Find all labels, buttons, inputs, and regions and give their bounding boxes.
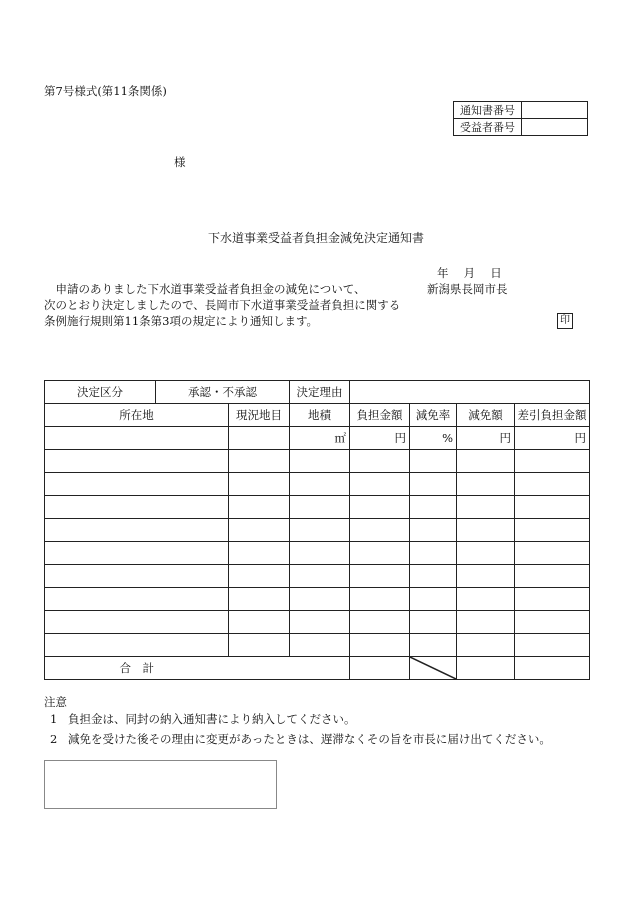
cell-reduction-amount[interactable] [457,634,515,657]
cell-location[interactable] [45,588,229,611]
cell-net-charge[interactable] [515,450,590,473]
cell-land-category[interactable] [229,450,290,473]
cell-charge-amount[interactable] [350,634,410,657]
total-label: 合 計 [45,657,229,680]
cell-land-category[interactable] [229,542,290,565]
cell-charge-amount[interactable] [350,565,410,588]
table-row [45,565,590,588]
cell-location[interactable] [45,565,229,588]
cell-area[interactable]: ㎡ [290,427,350,450]
cell-area[interactable] [290,542,350,565]
cell-reduction-amount[interactable] [457,450,515,473]
decision-row [45,381,590,404]
approval-choice[interactable]: 承認・不承認 [156,381,290,404]
cell-charge-amount[interactable] [350,473,410,496]
table-row [45,634,590,657]
table-row [45,427,590,450]
notice-number-label: 通知書番号 [454,102,522,119]
cell-area[interactable] [290,588,350,611]
cell-reduction-rate[interactable] [410,473,457,496]
decision-reason-label: 決定理由 [290,381,350,404]
cell-net-charge[interactable] [515,588,590,611]
document-title: 下水道事業受益者負担金減免決定通知書 [208,231,425,245]
total-charge-cell[interactable] [350,657,410,680]
note-2-text: 減免を受けた後その理由に変更があったときは、遅滞なくその旨を市長に届け出てください。 [68,732,551,746]
reduction-table [44,380,590,680]
cell-reduction-amount[interactable] [457,496,515,519]
col-land-category: 現況地目 [229,404,290,427]
cell-location[interactable] [45,427,229,450]
date-line: 年 月 日 [437,266,502,280]
table-row [45,611,590,634]
cell-area[interactable] [290,565,350,588]
cell-reduction-rate[interactable] [410,450,457,473]
total-reduction-cell[interactable] [457,657,515,680]
cell-location[interactable] [45,542,229,565]
cell-location[interactable] [45,519,229,542]
cell-reduction-rate[interactable] [410,634,457,657]
total-row [45,657,590,680]
cell-area[interactable] [290,473,350,496]
col-reduction-amount: 減免額 [457,404,515,427]
cell-reduction-rate[interactable] [410,542,457,565]
cell-charge-amount[interactable] [350,611,410,634]
header-row [45,404,590,427]
form-number: 第7号様式(第11条関係) [44,84,167,98]
note-1-text: 負担金は、同封の納入通知書により納入してください。 [68,712,356,726]
cell-reduction-rate[interactable] [410,565,457,588]
cell-area[interactable] [290,450,350,473]
cell-location[interactable] [45,496,229,519]
decision-reason-value[interactable] [350,381,590,404]
cell-charge-amount[interactable] [350,519,410,542]
cell-reduction-amount[interactable] [457,565,515,588]
cell-location[interactable] [45,634,229,657]
cell-reduction-rate[interactable]: % [410,427,457,450]
beneficiary-number-row [454,119,588,136]
cell-reduction-rate[interactable] [410,588,457,611]
cell-charge-amount[interactable]: 円 [350,427,410,450]
table-row [45,450,590,473]
cell-land-category[interactable] [229,634,290,657]
decision-category-label: 決定区分 [45,381,156,404]
cell-location[interactable] [45,450,229,473]
total-spacer [229,657,350,680]
cell-reduction-amount[interactable] [457,473,515,496]
cell-area[interactable] [290,634,350,657]
col-reduction-rate: 減免率 [410,404,457,427]
body-line-1: 申請のありました下水道事業受益者負担金の減免について、 [44,282,366,296]
beneficiary-number-label: 受益者番号 [454,119,522,136]
note-2-number: 2 [50,732,58,746]
cell-area[interactable] [290,519,350,542]
beneficiary-number-value[interactable] [522,119,588,136]
cell-reduction-amount[interactable]: 円 [457,427,515,450]
number-table [453,101,588,136]
cell-reduction-amount[interactable] [457,611,515,634]
reception-stamp-box [44,760,277,809]
table-row [45,519,590,542]
cell-net-charge[interactable]: 円 [515,427,590,450]
cell-land-category[interactable] [229,473,290,496]
cell-net-charge[interactable] [515,496,590,519]
cell-area[interactable] [290,611,350,634]
addressee-suffix: 様 [174,155,186,169]
cell-land-category[interactable] [229,427,290,450]
cell-charge-amount[interactable] [350,450,410,473]
cell-land-category[interactable] [229,496,290,519]
cell-net-charge[interactable] [515,473,590,496]
table-row [45,496,590,519]
cell-area[interactable] [290,496,350,519]
total-rate-diagonal [410,657,457,680]
cell-land-category[interactable] [229,588,290,611]
col-area: 地積 [290,404,350,427]
cell-charge-amount[interactable] [350,496,410,519]
cell-land-category[interactable] [229,565,290,588]
body-line-3: 条例施行規則第11条第3項の規定により通知します。 [44,314,319,328]
total-net-cell[interactable] [515,657,590,680]
cell-reduction-amount[interactable] [457,542,515,565]
note-1-number: 1 [50,712,58,726]
col-net-charge: 差引負担金額 [515,404,590,427]
cell-net-charge[interactable] [515,565,590,588]
cell-land-category[interactable] [229,519,290,542]
cell-net-charge[interactable] [515,519,590,542]
cell-net-charge[interactable] [515,634,590,657]
col-charge-amount: 負担金額 [350,404,410,427]
notes-heading: 注意 [44,695,67,709]
cell-reduction-rate[interactable] [410,611,457,634]
cell-reduction-rate[interactable] [410,496,457,519]
table-row [45,473,590,496]
notice-number-row [454,102,588,119]
cell-reduction-amount[interactable] [457,519,515,542]
cell-reduction-rate[interactable] [410,519,457,542]
table-row [45,588,590,611]
cell-net-charge[interactable] [515,542,590,565]
table-row [45,542,590,565]
cell-charge-amount[interactable] [350,588,410,611]
cell-location[interactable] [45,611,229,634]
col-location: 所在地 [45,404,229,427]
cell-land-category[interactable] [229,611,290,634]
cell-reduction-amount[interactable] [457,588,515,611]
cell-net-charge[interactable] [515,611,590,634]
cell-charge-amount[interactable] [350,542,410,565]
seal-mark: 印 [557,313,573,329]
issuer-name: 新潟県長岡市長 [427,282,508,296]
cell-location[interactable] [45,473,229,496]
notice-number-value[interactable] [522,102,588,119]
body-line-2: 次のとおり決定しましたので、長岡市下水道事業受益者負担に関する [44,298,401,312]
